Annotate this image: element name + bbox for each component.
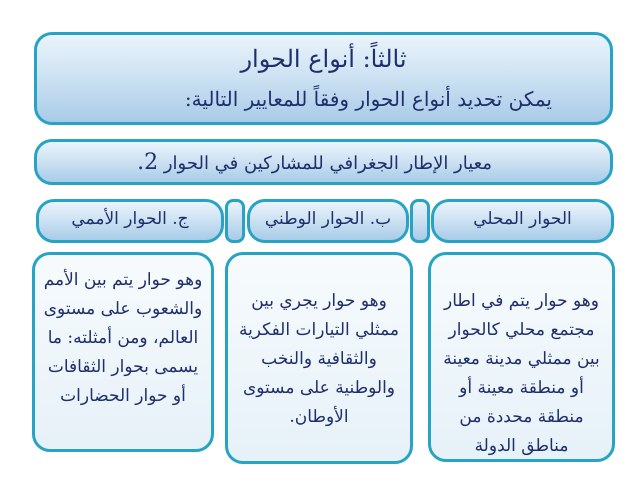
criterion-text: معيار الإطار الجغرافي للمشاركين في الحوار (163, 153, 492, 174)
description-local-box (428, 252, 615, 462)
description-international-text: وهو حوار يتم بين الأمم والشعوب على مستوى العالم، ومن أمثلته: ما يسمى بحوار الثقافات أو حوار الحضارات (43, 270, 203, 406)
type-international-box (36, 199, 224, 243)
criterion-heading (137, 150, 492, 175)
type-separator (410, 199, 430, 243)
type-separator (225, 199, 245, 243)
criterion-number: 2. (137, 150, 159, 175)
description-national-box (225, 252, 413, 464)
page-subtitle: يمكن تحديد أنواع الحوار وفقاً للمعايير التالية: (184, 87, 552, 111)
description-local-text: وهو حوار يتم في اطار مجتمع محلي كالحوار بين ممثلي مدينة معينة أو منطقة معينة أو منطقة محددة من مناطق الدولة (443, 291, 600, 456)
description-international-box (32, 252, 214, 452)
criterion-panel (34, 139, 613, 185)
description-national-text: وهو حوار يجري بين ممثلي التيارات الفكرية والثقافية والنخب والوطنية على مستوى الأوطان. (238, 291, 400, 427)
title-panel (34, 32, 613, 125)
type-national-label: ب. الحوار الوطني (264, 209, 392, 229)
type-national-box (247, 199, 409, 243)
page-title: ثالثاً: أنواع الحوار (240, 45, 407, 73)
type-local-label: الحوار المحلي (473, 209, 572, 229)
type-local-box (431, 199, 614, 243)
type-international-label: ج. الحوار الأممي (71, 209, 189, 229)
